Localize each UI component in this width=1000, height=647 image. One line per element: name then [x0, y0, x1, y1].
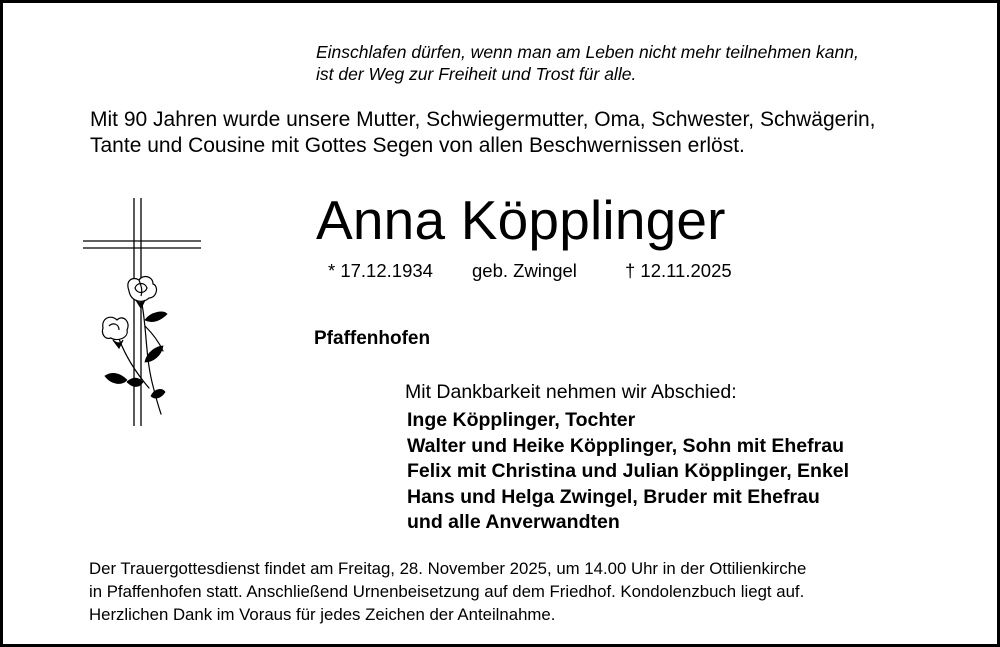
intro-line: Tante und Cousine mit Gottes Segen von allen Beschwernissen erlöst.: [90, 134, 745, 157]
intro-line: Mit 90 Jahren wurde unsere Mutter, Schwiegermutter, Oma, Schwester, Schwägerin,: [90, 108, 876, 131]
birth-date: * 17.12.1934: [328, 260, 433, 281]
service-info: [89, 557, 806, 626]
mourner-item: Walter und Heike Köpplinger, Sohn mit Ehefrau: [407, 434, 844, 457]
mourner-item: Felix mit Christina und Julian Köpplinger, Enkel: [407, 460, 850, 483]
maiden-name: geb. Zwingel: [472, 260, 577, 281]
memorial-quote: [316, 41, 859, 85]
mourners-list: [407, 408, 849, 536]
intro-text: [90, 107, 876, 159]
cross-with-rose-icon: [81, 196, 206, 428]
mourner-item: Hans und Helga Zwingel, Bruder mit Ehefrau: [407, 485, 820, 508]
quote-line: ist der Weg zur Freiheit und Trost für alle.: [316, 64, 637, 84]
quote-line: Einschlafen dürfen, wenn man am Leben nicht mehr teilnehmen kann,: [316, 42, 859, 62]
service-info-line: in Pfaffenhofen statt. Anschließend Urnenbeisetzung auf dem Friedhof. Kondolenzbuch liegt auf.: [89, 582, 805, 601]
thanks-heading: Mit Dankbarkeit nehmen wir Abschied:: [405, 381, 737, 403]
deceased-name: Anna Köpplinger: [316, 189, 726, 251]
place-of-residence: Pfaffenhofen: [314, 328, 431, 349]
death-date: † 12.11.2025: [625, 260, 732, 281]
service-info-line: Herzlichen Dank im Voraus für jedes Zeichen der Anteilnahme.: [89, 605, 556, 624]
mourner-item: und alle Anverwandten: [407, 511, 620, 534]
mourner-item: Inge Köpplinger, Tochter: [407, 409, 636, 431]
service-info-line: Der Trauergottesdienst findet am Freitag, 28. November 2025, um 14.00 Uhr in der Ottilienkirche: [89, 559, 807, 578]
